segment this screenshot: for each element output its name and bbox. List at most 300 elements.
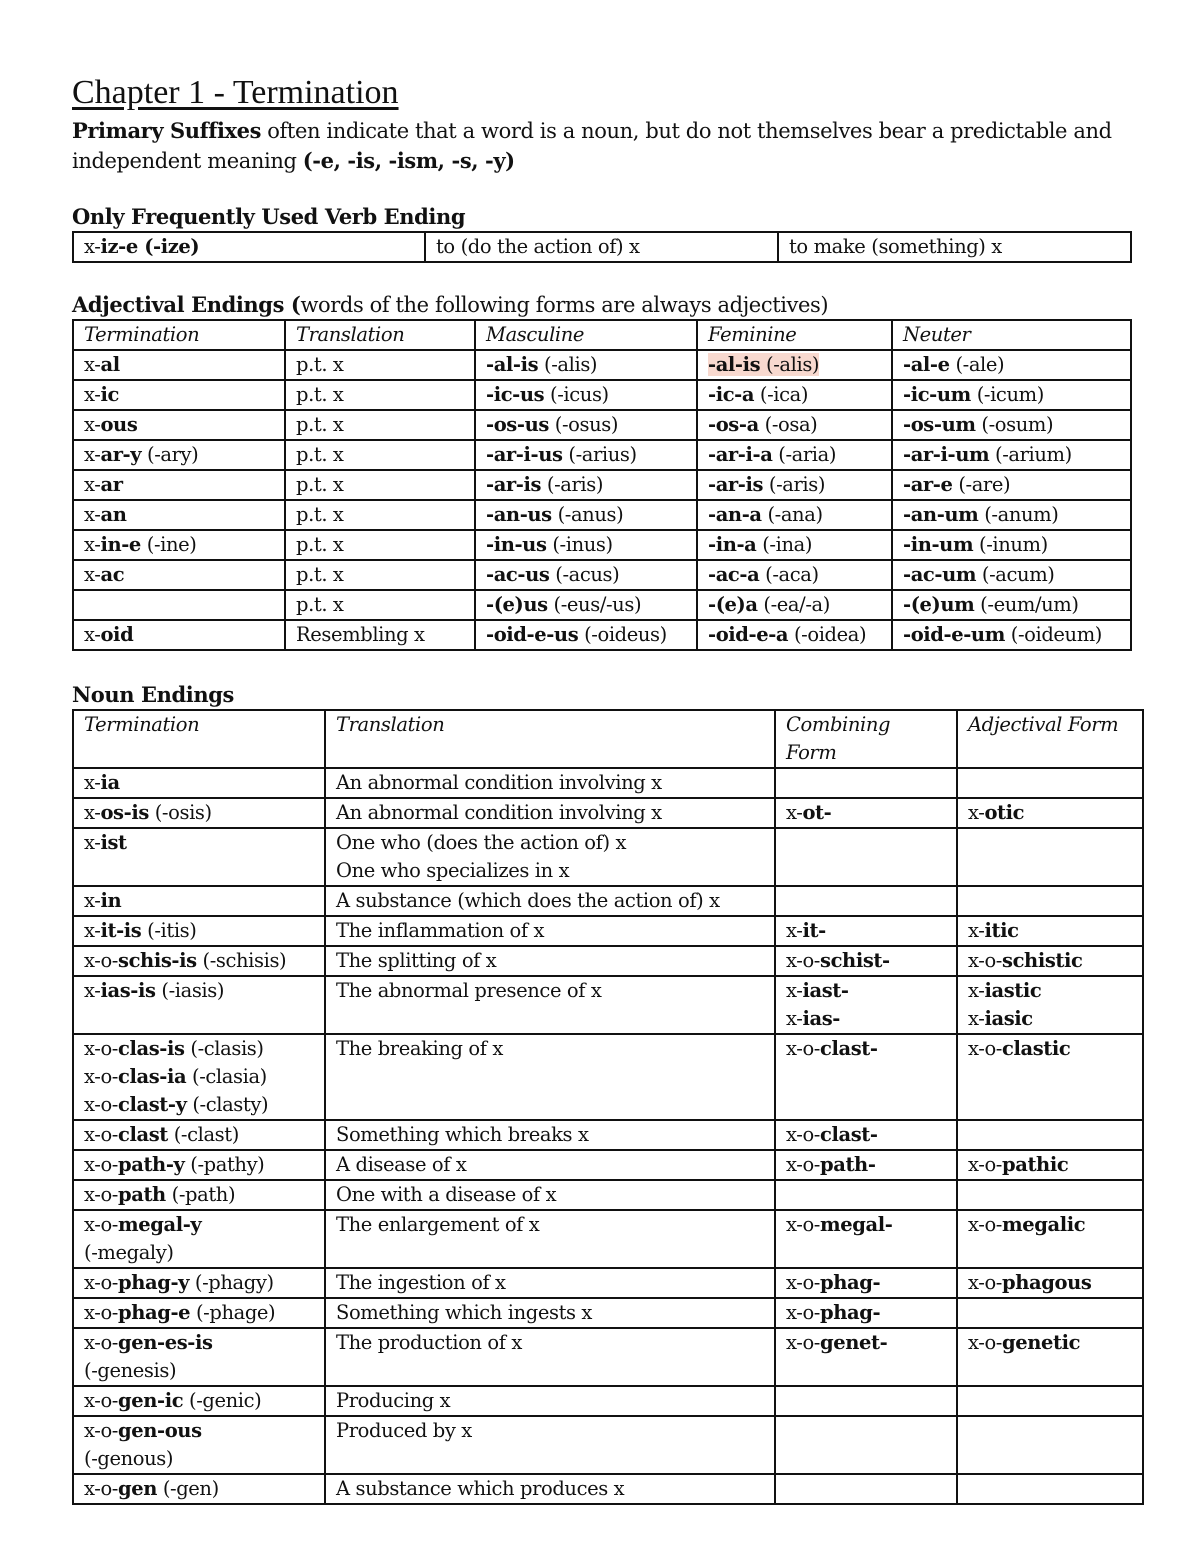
masculine-cell	[475, 350, 697, 380]
translation-text: One who specializes in x	[336, 859, 570, 882]
prefix-text: x-	[84, 413, 101, 436]
termination-cell	[73, 440, 285, 470]
prefix-text: x-	[786, 801, 803, 824]
adjectival-form-cell	[957, 916, 1143, 946]
prefix-text: x-	[84, 919, 101, 942]
termination-text: gen-ous	[117, 1419, 202, 1442]
column-header: Combining Form	[775, 710, 957, 768]
feminine-cell	[697, 470, 892, 500]
translation-cell	[325, 976, 775, 1034]
highlighted-text	[708, 353, 819, 376]
masculine-gloss: (-anus)	[551, 503, 624, 526]
neuter-gloss: (-oideum)	[1004, 623, 1103, 646]
feminine-gloss: (-osa)	[758, 413, 818, 436]
prefix-text: x-o-	[84, 1213, 118, 1236]
prefix-text: x-	[786, 1007, 803, 1030]
termination-gloss: (-gen)	[157, 1477, 219, 1500]
translation-cell: p.t. x	[285, 380, 475, 410]
combining-form-cell	[775, 1210, 957, 1268]
termination-cell	[73, 1386, 325, 1416]
combining-form-text: ot-	[802, 801, 832, 824]
termination-text: oid	[100, 623, 134, 646]
adjectival-form-cell	[957, 1210, 1143, 1268]
neuter-cell	[892, 410, 1131, 440]
prefix-text: x-o-	[786, 1213, 820, 1236]
prefix-text: x-o-	[968, 1153, 1002, 1176]
termination-text: ar	[100, 473, 123, 496]
column-header: Masculine	[475, 320, 697, 350]
noun-row	[73, 1180, 1143, 1210]
translation-cell: p.t. x	[285, 530, 475, 560]
feminine-gloss: (-alis)	[760, 353, 820, 376]
intro-text: often indicate that a word is a noun, but do not themselves bear a predictable and independent meaning	[72, 119, 1112, 173]
combining-form-text: phag-	[819, 1301, 881, 1324]
adjectival-form-text: otic	[984, 801, 1025, 824]
neuter-cell	[892, 530, 1131, 560]
termination-text: ar-y	[100, 443, 142, 466]
translation-cell	[325, 1298, 775, 1328]
termination-gloss: (-phagy)	[189, 1271, 274, 1294]
prefix-text: x-	[84, 801, 101, 824]
translation-cell	[325, 798, 775, 828]
translation-text: The abnormal presence of x	[336, 979, 602, 1002]
adjectival-form-text: megalic	[1001, 1213, 1086, 1236]
feminine-ending: -an-a	[708, 503, 762, 526]
prefix-text: x-	[84, 771, 101, 794]
termination-cell	[73, 1120, 325, 1150]
termination-text: ous	[100, 413, 138, 436]
masculine-ending: -in-us	[486, 533, 547, 556]
masculine-cell	[475, 470, 697, 500]
translation-cell	[325, 1268, 775, 1298]
noun-row	[73, 886, 1143, 916]
termination-text: al	[100, 353, 120, 376]
masculine-cell	[475, 590, 697, 620]
feminine-ending: -oid-e-a	[708, 623, 789, 646]
translation-cell	[325, 946, 775, 976]
combining-form-text: schist-	[819, 949, 890, 972]
translation-text: A disease of x	[336, 1153, 467, 1176]
feminine-ending: -ar-i-a	[708, 443, 773, 466]
column-header: Feminine	[697, 320, 892, 350]
prefix-text: x-	[84, 831, 101, 854]
adjectival-row	[73, 380, 1131, 410]
prefix-text: x-	[84, 563, 101, 586]
termination-text: ias-is	[100, 979, 156, 1002]
adjectival-form-text: clastic	[1001, 1037, 1071, 1060]
prefix-text: x-o-	[968, 1331, 1002, 1354]
masculine-gloss: (-icus)	[544, 383, 609, 406]
feminine-cell	[697, 380, 892, 410]
translation-text: Produced by x	[336, 1419, 472, 1442]
translation-text: The splitting of x	[336, 949, 497, 972]
feminine-ending: -(e)a	[708, 593, 758, 616]
feminine-cell	[697, 440, 892, 470]
prefix-text: x-	[968, 919, 985, 942]
termination-text: path	[117, 1183, 166, 1206]
feminine-ending: -os-a	[708, 413, 759, 436]
neuter-ending: -an-um	[903, 503, 979, 526]
column-header: Translation	[325, 710, 775, 768]
prefix-text: x-o-	[84, 1123, 118, 1146]
neuter-gloss: (-icum)	[970, 383, 1044, 406]
adjectival-row	[73, 530, 1131, 560]
termination-cell	[73, 470, 285, 500]
adjectival-row	[73, 440, 1131, 470]
termination-gloss: (-clasis)	[184, 1037, 264, 1060]
column-header: Neuter	[892, 320, 1131, 350]
adjectival-form-cell	[957, 1474, 1143, 1504]
adjectival-form-cell	[957, 768, 1143, 798]
masculine-cell	[475, 560, 697, 590]
prefix-text: x-	[84, 533, 101, 556]
neuter-ending: -(e)um	[903, 593, 975, 616]
combining-form-text: iast-	[802, 979, 849, 1002]
noun-endings-table	[72, 709, 1144, 1505]
termination-text: megal-y	[117, 1213, 202, 1236]
masculine-gloss: (-alis)	[538, 353, 598, 376]
adjectival-row	[73, 500, 1131, 530]
termination-cell	[73, 1180, 325, 1210]
prefix-text: x-	[968, 801, 985, 824]
feminine-gloss: (-aca)	[759, 563, 819, 586]
adjectival-form-cell	[957, 1034, 1143, 1120]
combining-form-cell	[775, 1180, 957, 1210]
prefix-text: x-o-	[84, 1065, 118, 1088]
noun-row	[73, 946, 1143, 976]
translation-cell	[325, 1120, 775, 1150]
adjectival-header-row	[73, 320, 1131, 350]
termination-gloss: (-schisis)	[196, 949, 287, 972]
neuter-gloss: (-inum)	[973, 533, 1048, 556]
feminine-gloss: (-ina)	[756, 533, 813, 556]
prefix-text: x-	[786, 919, 803, 942]
adjectival-form-cell	[957, 946, 1143, 976]
translation-cell	[325, 1416, 775, 1474]
translation-cell: p.t. x	[285, 470, 475, 500]
termination-gloss: (-megaly)	[84, 1241, 174, 1264]
termination-gloss: (-genic)	[183, 1389, 262, 1412]
adjectival-form-text: itic	[984, 919, 1019, 942]
translation-cell	[325, 1328, 775, 1386]
adjectival-form-text: pathic	[1001, 1153, 1069, 1176]
feminine-gloss: (-ea/-a)	[757, 593, 830, 616]
intro-bold-tail: (-e, -is, -ism, -s, -y)	[302, 148, 515, 173]
neuter-ending: -ic-um	[903, 383, 971, 406]
prefix-text: x-	[84, 443, 101, 466]
verb-meaning-cell: to (do the action of) x	[425, 232, 778, 262]
neuter-cell	[892, 350, 1131, 380]
termination-text: ic	[100, 383, 119, 406]
translation-cell: p.t. x	[285, 590, 475, 620]
combining-form-text: ias-	[802, 1007, 840, 1030]
feminine-ending: -ar-is	[708, 473, 764, 496]
combining-form-cell	[775, 916, 957, 946]
prefix-text: x-o-	[84, 949, 118, 972]
combining-form-cell	[775, 946, 957, 976]
termination-text: gen	[117, 1477, 158, 1500]
noun-row	[73, 768, 1143, 798]
prefix-text: x-	[84, 235, 101, 258]
combining-form-cell	[775, 1298, 957, 1328]
translation-text: An abnormal condition involving x	[336, 801, 662, 824]
prefix-text: x-	[84, 979, 101, 1002]
termination-gloss: (-osis)	[148, 801, 212, 824]
masculine-ending: -an-us	[486, 503, 552, 526]
prefix-text: x-	[84, 473, 101, 496]
noun-row	[73, 976, 1143, 1034]
noun-row	[73, 1120, 1143, 1150]
prefix-text: x-o-	[84, 1093, 118, 1116]
neuter-ending: -os-um	[903, 413, 976, 436]
termination-text: an	[100, 503, 127, 526]
termination-text: gen-es-is	[117, 1331, 213, 1354]
termination-cell	[73, 1268, 325, 1298]
column-header: Translation	[285, 320, 475, 350]
neuter-ending: -in-um	[903, 533, 974, 556]
translation-text: Something which ingests x	[336, 1301, 593, 1324]
noun-section-title: Noun Endings	[72, 682, 234, 707]
translation-cell: Resembling x	[285, 620, 475, 650]
noun-row	[73, 1150, 1143, 1180]
adjectival-form-cell	[957, 1150, 1143, 1180]
noun-row	[73, 1328, 1143, 1386]
neuter-ending: -al-e	[903, 353, 950, 376]
masculine-cell	[475, 410, 697, 440]
termination-text: ia	[100, 771, 120, 794]
combining-form-text: it-	[802, 919, 826, 942]
feminine-gloss: (-oidea)	[788, 623, 867, 646]
prefix-text: x-o-	[786, 1331, 820, 1354]
feminine-gloss: (-aria)	[772, 443, 837, 466]
feminine-cell	[697, 620, 892, 650]
termination-cell	[73, 916, 325, 946]
translation-text: An abnormal condition involving x	[336, 771, 662, 794]
masculine-gloss: (-aris)	[541, 473, 604, 496]
combining-form-text: genet-	[819, 1331, 888, 1354]
noun-row	[73, 1034, 1143, 1120]
adjectival-form-cell	[957, 976, 1143, 1034]
masculine-gloss: (-eus/-us)	[547, 593, 642, 616]
neuter-ending: -ar-i-um	[903, 443, 990, 466]
translation-text: The ingestion of x	[336, 1271, 506, 1294]
noun-row	[73, 828, 1143, 886]
termination-cell	[73, 620, 285, 650]
combining-form-cell	[775, 976, 957, 1034]
feminine-cell	[697, 560, 892, 590]
neuter-gloss: (-eum/um)	[974, 593, 1079, 616]
prefix-text: x-o-	[786, 1123, 820, 1146]
noun-header-row	[73, 710, 1143, 768]
prefix-text: x-o-	[84, 1271, 118, 1294]
masculine-ending: -(e)us	[486, 593, 548, 616]
termination-cell	[73, 1034, 325, 1120]
termination-cell	[73, 1328, 325, 1386]
combining-form-cell	[775, 768, 957, 798]
masculine-ending: -ar-i-us	[486, 443, 563, 466]
termination-text: clast-y	[117, 1093, 187, 1116]
translation-text: One with a disease of x	[336, 1183, 557, 1206]
prefix-text: x-o-	[786, 1271, 820, 1294]
neuter-gloss: (-anum)	[978, 503, 1059, 526]
prefix-text: x-o-	[968, 949, 1002, 972]
masculine-cell	[475, 380, 697, 410]
termination-gloss: (-phage)	[190, 1301, 276, 1324]
termination-cell	[73, 828, 325, 886]
noun-row	[73, 1386, 1143, 1416]
prefix-text: x-o-	[84, 1419, 118, 1442]
feminine-cell	[697, 590, 892, 620]
prefix-text: x-	[84, 503, 101, 526]
feminine-gloss: (-ana)	[761, 503, 823, 526]
termination-gloss: (-itis)	[141, 919, 197, 942]
prefix-text: x-	[84, 353, 101, 376]
neuter-ending: -ac-um	[903, 563, 977, 586]
termination-cell	[73, 350, 285, 380]
feminine-gloss: (-ica)	[754, 383, 809, 406]
feminine-ending: -in-a	[708, 533, 757, 556]
combining-form-cell	[775, 828, 957, 886]
neuter-cell	[892, 620, 1131, 650]
neuter-gloss: (-arium)	[989, 443, 1072, 466]
translation-text: The production of x	[336, 1331, 522, 1354]
adjectival-row	[73, 590, 1131, 620]
verb-meaning-cell: to make (something) x	[778, 232, 1131, 262]
termination-cell	[73, 1416, 325, 1474]
adjectival-form-text: iastic	[984, 979, 1042, 1002]
prefix-text: x-	[968, 1007, 985, 1030]
translation-cell	[325, 768, 775, 798]
translation-cell: p.t. x	[285, 440, 475, 470]
adjectival-form-text: iasic	[984, 1007, 1033, 1030]
column-header: Termination	[73, 710, 325, 768]
termination-cell	[73, 1474, 325, 1504]
noun-row	[73, 1474, 1143, 1504]
termination-text: clas-is	[117, 1037, 185, 1060]
translation-text: A substance which produces x	[336, 1477, 625, 1500]
termination-gloss: (-path)	[165, 1183, 236, 1206]
termination-text: ist	[100, 831, 127, 854]
prefix-text: x-	[786, 979, 803, 1002]
prefix-text: x-	[968, 979, 985, 1002]
combining-form-cell	[775, 798, 957, 828]
prefix-text: x-o-	[84, 1477, 118, 1500]
column-header: Termination	[73, 320, 285, 350]
translation-text: One who (does the action of) x	[336, 831, 627, 854]
termination-gloss: (-clasia)	[186, 1065, 267, 1088]
translation-text: Something which breaks x	[336, 1123, 589, 1146]
neuter-cell	[892, 590, 1131, 620]
masculine-gloss: (-arius)	[562, 443, 637, 466]
termination-gloss: (-iasis)	[155, 979, 225, 1002]
neuter-cell	[892, 500, 1131, 530]
noun-row	[73, 1298, 1143, 1328]
neuter-ending: -ar-e	[903, 473, 953, 496]
combining-form-text: path-	[819, 1153, 876, 1176]
neuter-ending: -oid-e-um	[903, 623, 1005, 646]
adjectival-row	[73, 410, 1131, 440]
adjectival-row	[73, 560, 1131, 590]
termination-cell	[73, 1298, 325, 1328]
termination-cell	[73, 798, 325, 828]
adjectival-endings-table	[72, 319, 1132, 651]
adjectival-form-cell	[957, 1268, 1143, 1298]
feminine-cell	[697, 530, 892, 560]
noun-row	[73, 798, 1143, 828]
translation-cell	[325, 1034, 775, 1120]
termination-gloss: (-genesis)	[84, 1359, 177, 1382]
termination-gloss: (-clasty)	[186, 1093, 269, 1116]
termination-cell	[73, 1150, 325, 1180]
verb-row	[73, 232, 1131, 262]
masculine-cell	[475, 440, 697, 470]
combining-form-cell	[775, 886, 957, 916]
translation-cell: p.t. x	[285, 350, 475, 380]
neuter-cell	[892, 380, 1131, 410]
termination-text: in	[100, 889, 122, 912]
combining-form-text: phag-	[819, 1271, 881, 1294]
adjectival-form-cell	[957, 886, 1143, 916]
translation-cell	[325, 1474, 775, 1504]
termination-text: it-is	[100, 919, 142, 942]
feminine-ending: -al-is	[708, 353, 761, 376]
prefix-text: x-o-	[84, 1153, 118, 1176]
translation-cell: p.t. x	[285, 500, 475, 530]
masculine-cell	[475, 500, 697, 530]
masculine-gloss: (-osus)	[548, 413, 619, 436]
prefix-text: x-o-	[84, 1037, 118, 1060]
combining-form-cell	[775, 1386, 957, 1416]
masculine-ending: -ar-is	[486, 473, 542, 496]
translation-cell	[325, 1150, 775, 1180]
adjectival-row	[73, 470, 1131, 500]
neuter-gloss: (-acum)	[976, 563, 1055, 586]
termination-cell	[73, 560, 285, 590]
combining-form-cell	[775, 1328, 957, 1386]
noun-row	[73, 1268, 1143, 1298]
masculine-ending: -ic-us	[486, 383, 545, 406]
noun-row	[73, 1416, 1143, 1474]
adjectival-row	[73, 350, 1131, 380]
prefix-text: x-o-	[84, 1301, 118, 1324]
termination-gloss: (-pathy)	[184, 1153, 265, 1176]
prefix-text: x-	[84, 889, 101, 912]
translation-cell	[325, 1180, 775, 1210]
translation-cell	[325, 828, 775, 886]
translation-text: A substance (which does the action of) x	[336, 889, 720, 912]
adjectival-form-cell	[957, 1298, 1143, 1328]
adjectival-form-cell	[957, 1328, 1143, 1386]
prefix-text: x-o-	[84, 1389, 118, 1412]
prefix-text: x-o-	[84, 1183, 118, 1206]
termination-text: phag-e	[117, 1301, 191, 1324]
masculine-ending: -ac-us	[486, 563, 550, 586]
adjectival-form-text: genetic	[1001, 1331, 1081, 1354]
translation-cell	[325, 916, 775, 946]
termination-text: path-y	[117, 1153, 185, 1176]
column-header: Adjectival Form	[957, 710, 1143, 768]
termination-cell	[73, 590, 285, 620]
combining-form-cell	[775, 1150, 957, 1180]
prefix-text: x-o-	[968, 1213, 1002, 1236]
termination-text: clas-ia	[117, 1065, 187, 1088]
combining-form-cell	[775, 1268, 957, 1298]
intro-bold-lead: Primary Suffixes	[72, 118, 262, 143]
prefix-text: x-	[84, 623, 101, 646]
masculine-ending: -os-us	[486, 413, 549, 436]
termination-cell	[73, 976, 325, 1034]
prefix-text: x-	[84, 383, 101, 406]
